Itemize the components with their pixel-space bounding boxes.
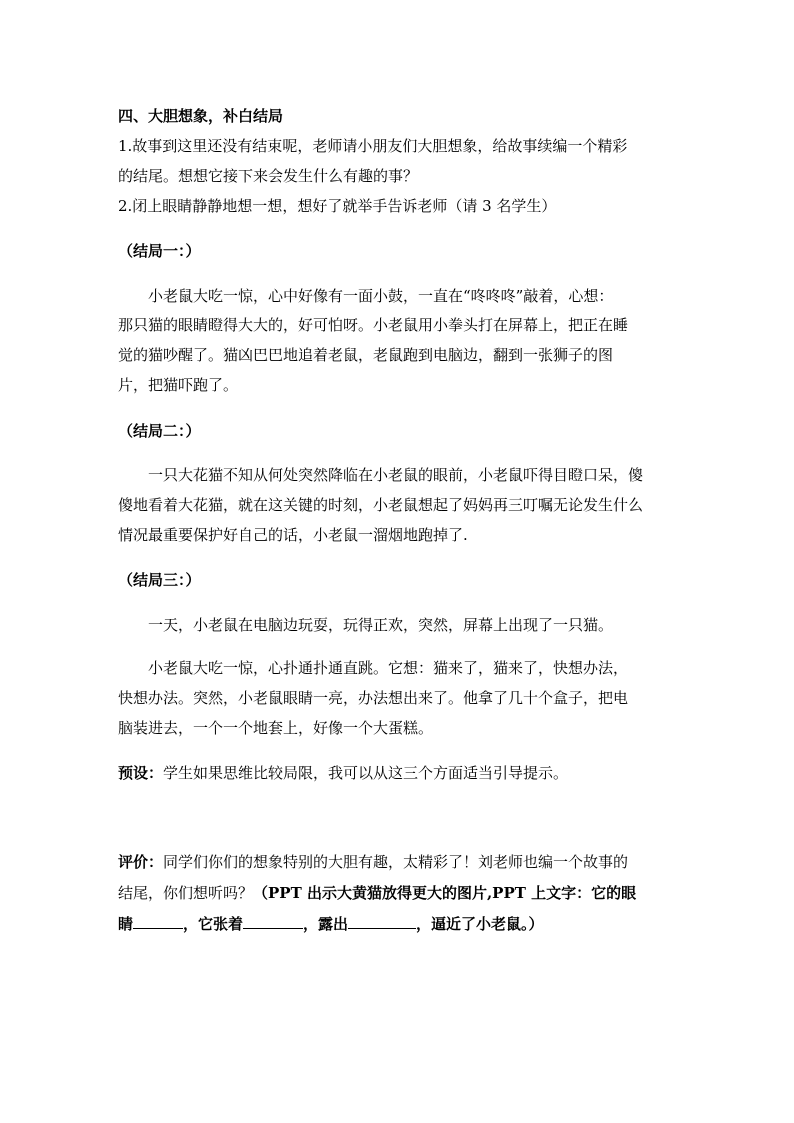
evaluation-fill-text: ，逼近了小老鼠。） bbox=[416, 915, 544, 933]
ending1-line: 小老鼠大吃一惊，心中好像有一面小鼓，一直在“咚咚咚”敲着，心想： bbox=[148, 287, 614, 305]
evaluation-fill-text: 睛 bbox=[118, 915, 134, 933]
fill-blank bbox=[243, 914, 303, 929]
evaluation-line2 bbox=[118, 883, 636, 903]
ending2-label: （结局二：） bbox=[118, 422, 201, 440]
ending2-line: 傻地看着大花猫，就在这关键的时刻，小老鼠想起了妈妈再三叮嘱无论发生什么 bbox=[118, 496, 644, 514]
evaluation-fill-text: ，露出 bbox=[303, 915, 349, 933]
section-heading: 四、大胆想象，补白结局 bbox=[118, 107, 284, 125]
ending2-line: 一只大花猫不知从何处突然降临在小老鼠的眼前，小老鼠吓得目瞪口呆，傻 bbox=[148, 466, 644, 484]
preset-paragraph bbox=[118, 763, 568, 783]
item2-line: 2.闭上眼睛静静地想一想，想好了就举手告诉老师（请 3 名学生） bbox=[118, 197, 557, 215]
ending1-label: （结局一：） bbox=[118, 242, 201, 260]
ending3-label: （结局三：） bbox=[118, 571, 201, 589]
evaluation-text: 同学们你们的想象特别的大胆有趣，太精彩了！刘老师也编一个故事的 bbox=[163, 853, 629, 871]
fill-blank bbox=[348, 914, 416, 929]
ending1-line: 片，把猫吓跑了。 bbox=[118, 376, 239, 394]
ending1-line: 觉的猫吵醒了。猫凶巴巴地追着老鼠，老鼠跑到电脑边，翻到一张狮子的图 bbox=[118, 346, 614, 364]
evaluation-ppt-prompt: （PPT 出示大黄猫放得更大的图片,PPT 上文字：它的眼 bbox=[253, 884, 637, 902]
ending3-para2-line: 脑装进去，一个一个地套上，好像一个大蛋糕。 bbox=[118, 719, 434, 737]
ending3-para2-line: 小老鼠大吃一惊，心扑通扑通直跳。它想：猫来了，猫来了，快想办法， bbox=[148, 659, 629, 677]
ending3-para1: 一天，小老鼠在电脑边玩耍，玩得正欢，突然，屏幕上出现了一只猫。 bbox=[148, 616, 614, 634]
preset-label: 预设： bbox=[118, 764, 164, 782]
ending3-para2-line: 快想办法。突然，小老鼠眼睛一亮，办法想出来了。他拿了几十个盒子，把电 bbox=[118, 689, 629, 707]
item1-line1: 1.故事到这里还没有结束呢，老师请小朋友们大胆想象，给故事续编一个精彩 bbox=[118, 137, 628, 155]
item1-line2: 的结尾。想想它接下来会发生什么有趣的事？ bbox=[118, 167, 419, 185]
preset-text: 学生如果思维比较局限，我可以从这三个方面适当引导提示。 bbox=[163, 764, 569, 782]
evaluation-line3 bbox=[118, 914, 544, 934]
fill-blank bbox=[133, 914, 183, 929]
evaluation-text: 结尾，你们想听吗？ bbox=[118, 884, 254, 902]
evaluation-fill-text: ，它张着 bbox=[183, 915, 244, 933]
ending2-line: 情况最重要保护好自己的话，小老鼠一溜烟地跑掉了. bbox=[118, 526, 468, 544]
evaluation-line1 bbox=[118, 852, 628, 872]
ending1-line: 那只猫的眼睛瞪得大大的，好可怕呀。小老鼠用小拳头打在屏幕上，把正在睡 bbox=[118, 316, 629, 334]
evaluation-label: 评价： bbox=[118, 853, 164, 871]
